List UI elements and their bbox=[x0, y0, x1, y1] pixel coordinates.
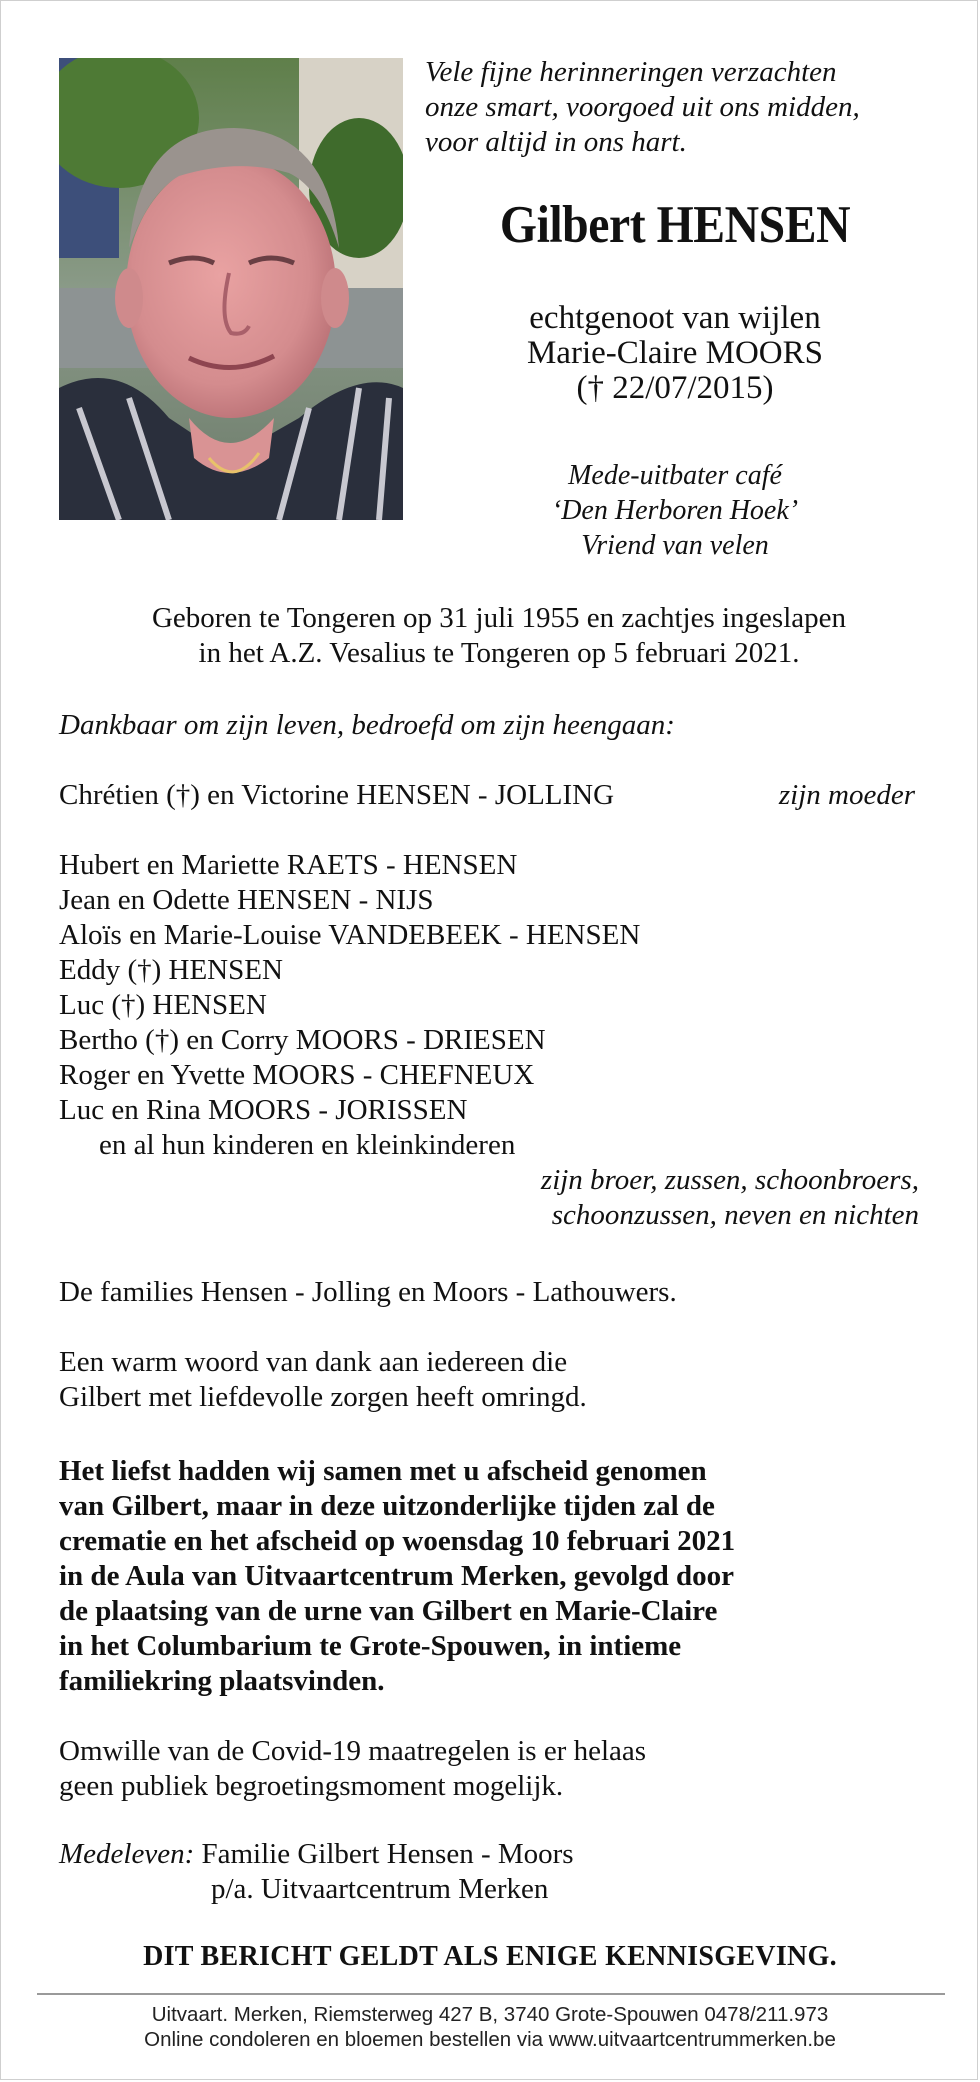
birth-line: in het A.Z. Vesalius te Tongeren op 5 februari 2021. bbox=[198, 637, 800, 669]
footer-divider bbox=[37, 1993, 945, 1995]
covid-notice bbox=[59, 1734, 939, 1804]
siblings-label: zijn broer, zussen, schoonbroers, bbox=[540, 1164, 919, 1196]
mother-label: zijn moeder bbox=[778, 779, 915, 811]
footer-website: Online condoleren en bloemen bestellen via www.uitvaartcentrummerken.be bbox=[144, 2028, 836, 2051]
farewell-line: familiekring plaatsvinden. bbox=[59, 1665, 385, 1697]
farewell-line: Het liefst hadden wij samen met u afscheid genomen bbox=[59, 1455, 707, 1487]
farewell-line: in de Aula van Uitvaartcentrum Merken, gevolgd door bbox=[59, 1560, 735, 1592]
spouse-info bbox=[415, 301, 935, 406]
birth-death-info bbox=[59, 601, 939, 671]
spouse-line: Marie-Claire MOORS bbox=[526, 335, 824, 371]
thanks-text bbox=[59, 1345, 939, 1415]
condolence-care-of: p/a. Uitvaartcentrum Merken bbox=[211, 1873, 549, 1905]
list-item: Luc en Rina MOORS - JORISSEN bbox=[59, 1094, 468, 1126]
list-item: Bertho (†) en Corry MOORS - DRIESEN bbox=[59, 1024, 546, 1056]
condolence-label: Medeleven: bbox=[59, 1838, 195, 1870]
families-line: De families Hensen - Jolling en Moors - Lathouwers. bbox=[59, 1276, 677, 1308]
farewell-text bbox=[59, 1454, 939, 1699]
memorial-poem bbox=[425, 55, 945, 160]
covid-line: Omwille van de Covid-19 maatregelen is er helaas bbox=[59, 1735, 647, 1767]
list-item: Hubert en Mariette RAETS - HENSEN bbox=[59, 849, 518, 881]
list-item: Roger en Yvette MOORS - CHEFNEUX bbox=[59, 1059, 535, 1091]
list-item: Jean en Odette HENSEN - NIJS bbox=[59, 884, 434, 916]
mother-names: Chrétien (†) en Victorine HENSEN - JOLLING bbox=[59, 779, 615, 811]
list-item: Luc (†) HENSEN bbox=[59, 989, 267, 1021]
covid-line: geen publiek begroetingsmoment mogelijk. bbox=[59, 1770, 564, 1802]
spouse-line: echtgenoot van wijlen bbox=[529, 300, 821, 336]
poem-line: onze smart, voorgoed uit ons midden, bbox=[425, 91, 860, 123]
children-line: en al hun kinderen en kleinkinderen bbox=[99, 1129, 516, 1161]
thanks-line: Gilbert met liefdevolle zorgen heeft omringd. bbox=[59, 1381, 587, 1413]
poem-line: voor altijd in ons hart. bbox=[425, 126, 687, 158]
footer-address: Uitvaart. Merken, Riemsterweg 427 B, 3740 Grote-Spouwen 0478/211.973 bbox=[151, 2003, 829, 2026]
footer bbox=[1, 2002, 979, 2052]
birth-line: Geboren te Tongeren op 31 juli 1955 en zachtjes ingeslapen bbox=[151, 602, 847, 634]
grateful-intro: Dankbaar om zijn leven, bedroefd om zijn heengaan: bbox=[59, 709, 675, 741]
mother-row bbox=[59, 778, 939, 813]
portrait-photo bbox=[59, 58, 403, 520]
farewell-line: de plaatsing van de urne van Gilbert en Marie-Claire bbox=[59, 1595, 718, 1627]
spouse-line: († 22/07/2015) bbox=[576, 370, 774, 406]
condolence-line bbox=[59, 1837, 939, 1872]
role-line: ‘Den Herboren Hoek’ bbox=[551, 495, 799, 526]
thanks-line: Een warm woord van dank aan iedereen die bbox=[59, 1346, 568, 1378]
farewell-line: van Gilbert, maar in deze uitzonderlijke tijden zal de bbox=[59, 1490, 715, 1522]
poem-line: Vele fijne herinneringen verzachten bbox=[425, 56, 837, 88]
role-line: Mede-uitbater café bbox=[568, 460, 782, 491]
role-description bbox=[415, 458, 935, 563]
farewell-line: in het Columbarium te Grote-Spouwen, in intieme bbox=[59, 1630, 682, 1662]
final-notice: DIT BERICHT GELDT ALS ENIGE KENNISGEVING. bbox=[143, 1941, 837, 1972]
portrait-illustration bbox=[59, 58, 403, 520]
farewell-line: crematie en het afscheid op woensdag 10 februari 2021 bbox=[59, 1525, 736, 1557]
condolence-address bbox=[59, 1837, 939, 1907]
siblings-list bbox=[59, 848, 939, 1233]
list-item: Eddy (†) HENSEN bbox=[59, 954, 283, 986]
role-line: Vriend van velen bbox=[581, 530, 769, 561]
siblings-label: schoonzussen, neven en nichten bbox=[551, 1199, 919, 1231]
list-item: Aloïs en Marie-Louise VANDEBEEK - HENSEN bbox=[59, 919, 641, 951]
deceased-name: Gilbert HENSEN bbox=[499, 196, 851, 254]
condolence-family: Familie Gilbert Hensen - Moors bbox=[201, 1838, 574, 1870]
